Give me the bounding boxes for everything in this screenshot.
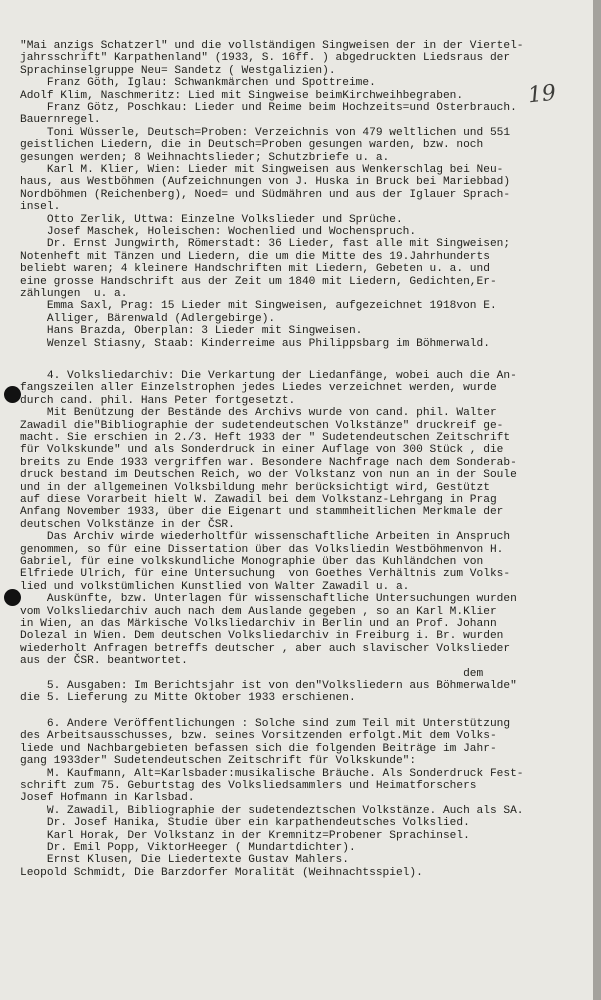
text-line: liede und Nachbargebieten befassen sich die folgenden Beiträge im Jahr- — [20, 742, 497, 755]
text-line: lied und volkstümlichen Kunstlied von Walter Zawadil u. a. — [20, 580, 410, 593]
text-line: Adolf Klim, Naschmeritz: Lied mit Singweise beimKirchweihbegraben. — [20, 89, 464, 102]
text-line: des Arbeitsausschusses, bzw. seines Vorsitzenden erfolgt.Mit dem Volks- — [20, 730, 497, 743]
text-line: Franz Götz, Poschkau: Lieder und Reime beim Hochzeits=und Osterbrauch. — [20, 102, 517, 114]
text-line: vom Volksliedarchiv auch nach dem Auslande gegeben , so an Karl M.Klier — [20, 605, 497, 618]
text-line: Das Archiv wirde wiederholtfür wissenschaftliche Arbeiten in Anspruch — [20, 531, 511, 544]
text-line: Notenheft mit Tänzen und Liedern, die um die Mitte des 19.Jahrhunderts — [20, 250, 490, 263]
text-line: M. Kaufmann, Alt=Karlsbader:musikalische Bräuche. Als Sonderdruck Fest- — [20, 767, 524, 780]
text-line: Zawadil die"Bibliographie der sudetendeutschen Volkstänze" druckreif ge- — [20, 419, 504, 432]
text-line: insel. — [20, 201, 61, 214]
text-line: die 5. Lieferung zu Mitte Oktober 1933 erschienen. — [20, 692, 356, 705]
handwritten-page-number: 19 — [526, 80, 558, 109]
text-line: Toni Wüsserle, Deutsch=Proben: Verzeichnis von 479 weltlichen und 551 — [20, 126, 511, 139]
text-line: Josef Maschek, Holeischen: Wochenlied und Wochenspruch. — [20, 226, 417, 238]
text-line: Leopold Schmidt, Die Barzdorfer Moralität (Weihnachtsspiel). — [20, 866, 423, 879]
text-line: Otto Zerlik, Uttwa: Einzelne Volkslieder und Sprüche. — [20, 213, 403, 226]
text-line: gang 1933der" Sudetendeutschen Zeitschrift für Volkskunde": — [20, 755, 417, 768]
text-line: auf diese Vorarbeit hielt W. Zawadil bei dem Volkstanz-Lehrgang in Prag — [20, 494, 497, 506]
text-line: macht. Sie erschien in 2./3. Heft 1933 der " Sudetendeutschen Zeitschrift — [20, 432, 511, 444]
text-line: Franz Göth, Iglau: Schwankmärchen und Spottreime. — [20, 77, 376, 90]
text-line: 6. Andere Veröffentlichungen : Solche sind zum Teil mit Unterstützung — [20, 718, 511, 730]
text-line: genommen, so für eine Dissertation über das Volksliedin Westböhmenvon H. — [20, 543, 504, 556]
text-line: haus, aus Westböhmen (Aufzeichnungen von J. Huska in Bruck bei Mariebbad) — [20, 176, 511, 189]
text-line: W. Zawadil, Bibliographie der sudetendeztschen Volkstänze. Auch als SA. — [20, 804, 524, 817]
text-line: Wenzel Stiasny, Staab: Kinderreime aus Philippsbarg im Böhmerwald. — [20, 337, 490, 350]
text-line: geistlichen Liedern, die in Deutsch=Proben gesungen warden, bzw. noch — [20, 139, 484, 152]
text-line: durch cand. phil. Hans Peter fortgesetzt. — [20, 394, 296, 407]
text-line: 4. Volksliedarchiv: Die Verkartung der Liedanfänge, wobei auch die An- — [20, 370, 517, 382]
text-line: wiederholt Anfragen betreffs deutscher , aber auch slavischer Volkslieder — [20, 642, 511, 655]
text-line: Nordböhmen (Reichenberg), Noed= und Südmähren und aus der Iglauer Sprach- — [20, 188, 511, 201]
text-line: Dr. Emil Popp, ViktorHeeger ( Mundartdichter). — [20, 842, 356, 854]
text-line: Elfriede Ulrich, für eine Untersuchung von Goethes Verhältnis zum Volks- — [20, 568, 511, 581]
text-line: fangszeilen aller Einzelstrophen jedes Liedes verzeichnet werden, wurde — [20, 382, 497, 395]
text-line: jahrsschrift" Karpathenland" (1933, S. 16ff. ) abgedruckten Liedsraus der — [20, 52, 511, 65]
text-line: und in der allgemeinen Volksbildung mehr berücksichtigt wird, Gestützt — [20, 481, 490, 494]
text-line: Karl Horak, Der Volkstanz in der Kremnitz=Probener Sprachinsel. — [20, 829, 470, 842]
scan-background-edge — [593, 0, 601, 1000]
text-line: beliebt waren; 4 kleinere Handschriften mit Liedern, Gebeten u. a. und — [20, 263, 490, 276]
text-line: Sprachinselgruppe Neu= Sandetz ( Westgalizien). — [20, 64, 336, 77]
text-line: Josef Hofmann in Karlsbad. — [20, 792, 195, 805]
text-line: eine grosse Handschrift aus der Zeit um 1840 mit Liedern, Gedichten,Er- — [20, 275, 497, 288]
text-line: Hans Brazda, Oberplan: 3 Lieder mit Singweisen. — [20, 325, 363, 338]
text-line: Mit Benützung der Bestände des Archivs wurde von cand. phil. Walter — [20, 407, 497, 420]
text-line: breits zu Ende 1933 vergriffen war. Besondere Nachfrage nach dem Sonderab- — [20, 456, 517, 469]
text-line: Dr. Ernst Jungwirth, Römerstadt: 36 Lieder, fast alle mit Singweisen; — [20, 238, 511, 251]
text-line: Gabriel, für eine volkskundliche Monographie über das Kuhländchen von — [20, 556, 484, 568]
text-line: Anfang November 1933, über die Eigenart und stammheitlichen Merkmale der — [20, 506, 504, 519]
text-line: 5. Ausgaben: Im Berichtsjahr ist von den"Volksliedern aus Böhmerwalde" — [20, 680, 517, 692]
text-line: druck bestand im Deutschen Reich, wo der Volkstanz von nun an in der Soule — [20, 469, 517, 482]
text-line: dem — [20, 667, 484, 680]
text-line: Dr. Josef Hanika, Studie über ein karpathendeutsches Volkslied. — [20, 817, 470, 830]
text-line: Alliger, Bärenwald (Adlergebirge). — [20, 312, 276, 325]
text-line: für Volkskunde" und als Sonderdruck in einer Auflage von 300 Stück , die — [20, 444, 504, 457]
text-line: zählungen u. a. — [20, 288, 128, 300]
text-line: Ernst Klusen, Die Liedertexte Gustav Mahlers. — [20, 854, 349, 867]
text-line: aus der ČSR. beantwortet. — [20, 655, 188, 668]
text-line: Emma Saxl, Prag: 15 Lieder mit Singweisen, aufgezeichnet 1918von E. — [20, 300, 497, 313]
text-line: gesungen werden; 8 Weihnachtslieder; Schutzbriefe u. a. — [20, 151, 390, 164]
text-line: "Mai anzigs Schatzerl" und die vollständigen Singweisen der in der Viertel- — [20, 40, 524, 52]
text-line: Karl M. Klier, Wien: Lieder mit Singweisen aus Wenkerschlag bei Neu- — [20, 164, 504, 176]
text-line: in Wien, an das Märkische Volksliedarchiv in Berlin und an Prof. Johann — [20, 618, 497, 630]
text-line: Auskünfte, bzw. Unterlagen für wissenschaftliche Untersuchungen wurden — [20, 593, 517, 606]
text-line: Dolezal in Wien. Dem deutschen Volksliedarchiv in Freiburg i. Br. wurden — [20, 630, 504, 643]
text-line: schrift zum 75. Geburtstag des Volksliedsammlers und Heimatforschers — [20, 780, 477, 792]
text-line: Bauernregel. — [20, 114, 101, 127]
text-line: deutschen Volkstänze in der ČSR. — [20, 518, 235, 531]
